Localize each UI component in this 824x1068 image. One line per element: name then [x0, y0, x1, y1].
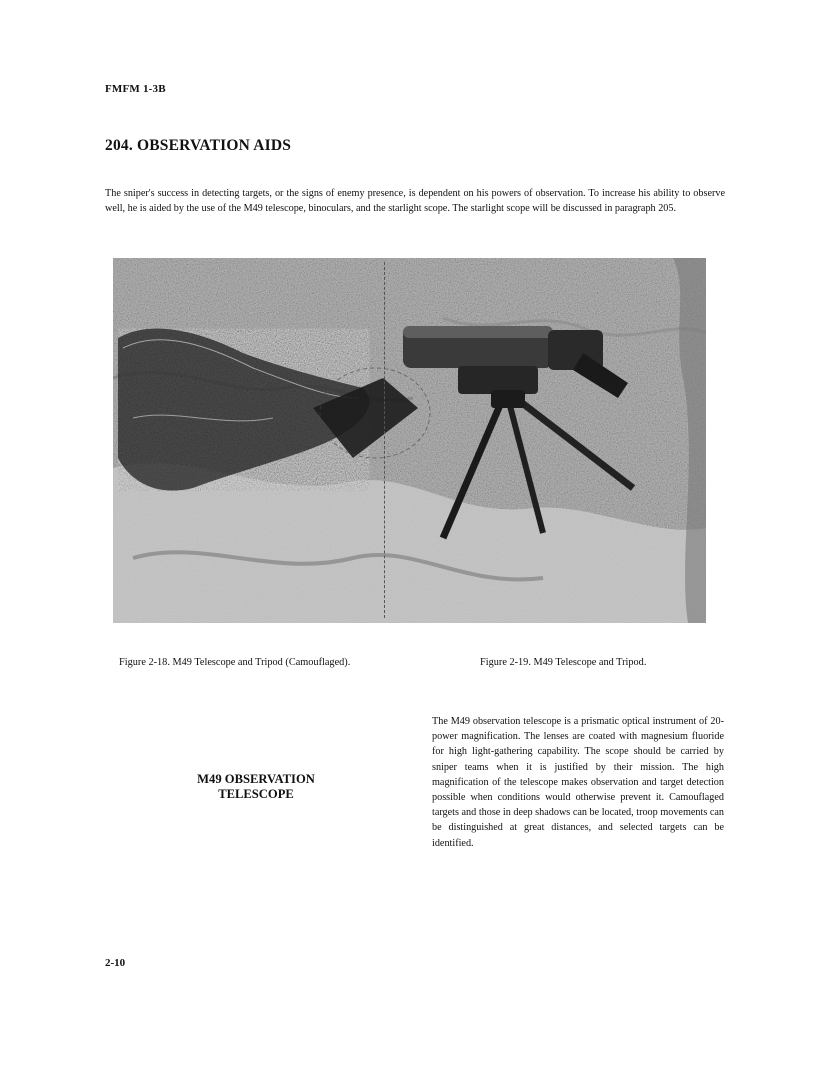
figure-caption-left: Figure 2-18. M49 Telescope and Tripod (Camouflaged). — [119, 657, 351, 668]
telescope-photograph — [113, 258, 706, 623]
figure-caption-right: Figure 2-19. M49 Telescope and Tripod. — [480, 657, 647, 668]
body-paragraph: The M49 observation telescope is a prismatic optical instrument of 20-power magnification. The lenses are coated with magnesium fluoride for high light-gathering capability. The scope should be carried by sniper teams when it is justified by their mission. The high magnification of the telescope makes observation and target detection possible when conditions would otherwise prevent it. Camouflaged targets and those in deep shadows can be located, troop movements can be distinguished at great distances, and selected targets can be identified. — [432, 716, 724, 849]
document-header: FMFM 1-3B — [105, 83, 166, 95]
side-heading — [170, 772, 342, 802]
section-title: 204. OBSERVATION AIDS — [105, 137, 292, 154]
side-heading-line1: M49 OBSERVATION — [197, 772, 315, 786]
side-heading-line2: TELESCOPE — [218, 787, 294, 801]
page-number: 2-10 — [105, 957, 126, 969]
intro-paragraph: The sniper's success in detecting targets, or the signs of enemy presence, is dependent on his powers of observation. To increase his ability to observe well, he is aided by the use of the M49 telescope, binoculars, and the starlight scope. The starlight scope will be discussed in paragraph 205. — [105, 188, 725, 215]
figure-divider — [384, 262, 385, 618]
